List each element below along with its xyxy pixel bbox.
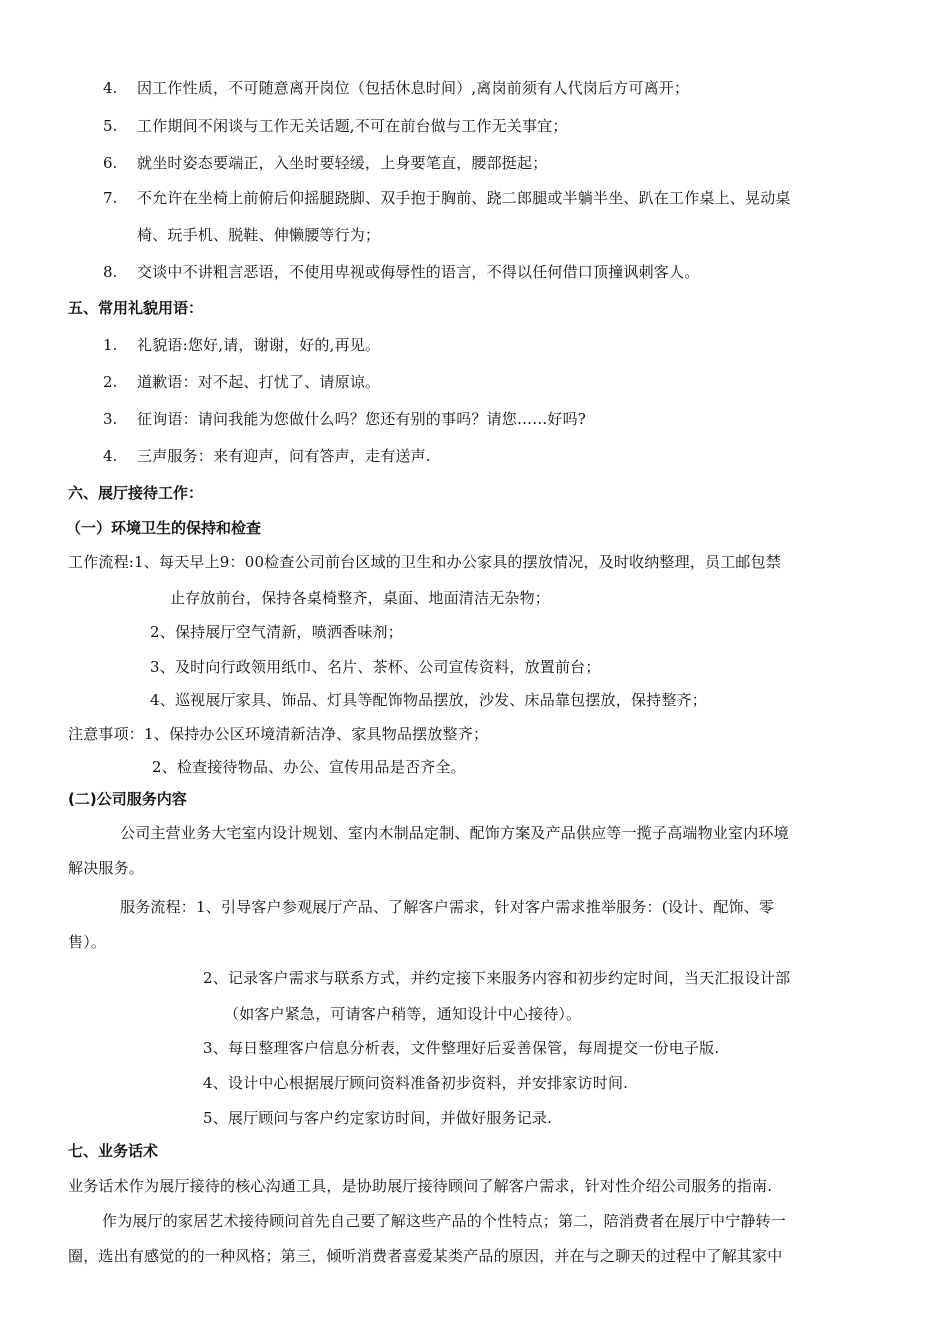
list-number: 1. — [103, 336, 118, 354]
paragraph-line: 圈，选出有感觉的的一种风格；第三，倾听消费者喜爱某类产品的原因，并在与之聊天的过程中了解其家中 — [68, 1247, 783, 1265]
list-item: 不允许在坐椅上前俯后仰摇腿跷脚、双手抱于胸前、跷二郎腿或半躺半坐、趴在工作桌上、晃动桌 — [137, 189, 791, 207]
service-flow-step: 3、每日整理客户信息分析表，文件整理好后妥善保管，每周提交一份电子版. — [203, 1039, 720, 1057]
note-item: 2、检查接待物品、办公、宣传用品是否齐全。 — [152, 758, 466, 776]
list-number: 2. — [103, 373, 118, 391]
list-item: 礼貌语:您好,请，谢谢，好的,再见。 — [137, 336, 381, 354]
paragraph-line: 作为展厅的家居艺术接待顾问首先自己要了解这些产品的个性特点；第二，陪消费者在展厅中宁静转一 — [102, 1212, 787, 1230]
list-item: 征询语：请问我能为您做什么吗？您还有别的事吗？请您……好吗? — [137, 410, 587, 428]
service-flow-step-continuation: 售）。 — [68, 933, 107, 951]
service-flow-step: 2、记录客户需求与联系方式，并约定接下来服务内容和初步约定时间，当天汇报设计部 — [203, 969, 791, 987]
list-item: 道歉语：对不起、打忧了、请原谅。 — [137, 373, 381, 391]
service-flow-step: 4、设计中心根据展厅顾问资料准备初步资料，并安排家访时间. — [203, 1074, 629, 1092]
section-heading: 六、展厅接待工作： — [68, 484, 204, 502]
service-flow-step: 服务流程：1、引导客户参观展厅产品、了解客户需求，针对客户需求推举服务：(设计、配饰、零 — [120, 898, 775, 916]
list-number: 4. — [103, 79, 118, 97]
list-item: 就坐时姿态要端正，入坐时要轻缓，上身要笔直，腰部挺起； — [137, 154, 548, 172]
paragraph-line: 解决服务。 — [68, 859, 145, 877]
list-number: 3. — [103, 410, 118, 428]
list-number: 6. — [103, 154, 118, 172]
list-item: 三声服务：来有迎声，问有答声，走有送声. — [137, 447, 431, 465]
subsection-heading: (二)公司服务内容 — [68, 790, 187, 808]
work-flow-step: 2、保持展厅空气清新，喷洒香味剂； — [150, 623, 403, 641]
work-flow-step-continuation: 止存放前台，保持各桌椅整齐，桌面、地面清洁无杂物； — [170, 589, 551, 607]
service-flow-step-continuation: （如客户紧急，可请客户稍等，通知设计中心接待）。 — [224, 1005, 582, 1023]
paragraph-line: 业务话术作为展厅接待的核心沟通工具，是协助展厅接待顾问了解客户需求，针对性介绍公司服务的指南. — [68, 1177, 773, 1195]
note-item: 注意事项：1、保持办公区环境清新洁净、家具物品摆放整齐； — [68, 725, 489, 743]
list-item: 工作期间不闲谈与工作无关话题,不可在前台做与工作无关事宜； — [137, 117, 568, 135]
list-number: 5. — [103, 117, 118, 135]
paragraph-line: 公司主营业务大宅室内设计规划、室内木制品定制、配饰方案及产品供应等一揽子高端物业室内环境 — [120, 824, 789, 842]
subsection-heading: （一）环境卫生的保持和检查 — [66, 519, 262, 537]
work-flow-step: 工作流程:1、每天早上9：00检查公司前台区域的卫生和办公家具的摆放情况，及时收纳整理，员工邮包禁 — [68, 553, 782, 571]
work-flow-step: 4、巡视展厅家具、饰品、灯具等配饰物品摆放，沙发、床品靠包摆放，保持整齐； — [150, 691, 707, 709]
list-item: 交谈中不讲粗言恶语，不使用卑视或侮辱性的语言，不得以任何借口顶撞讽刺客人。 — [137, 263, 700, 281]
section-heading: 七、业务话术 — [68, 1142, 159, 1160]
list-number: 4. — [103, 447, 118, 465]
list-number: 7. — [103, 189, 118, 207]
service-flow-step: 5、展厅顾问与客户约定家访时间，并做好服务记录. — [203, 1109, 553, 1127]
work-flow-step: 3、及时向行政领用纸巾、名片、茶杯、公司宣传资料，放置前台； — [150, 658, 601, 676]
list-number: 8. — [103, 263, 118, 281]
section-heading: 五、常用礼貌用语： — [68, 299, 204, 317]
list-item: 因工作性质，不可随意离开岗位（包括休息时间）,离岗前须有人代岗后方可离开； — [137, 79, 690, 97]
list-item-continuation: 椅、玩手机、脱鞋、伸懒腰等行为； — [137, 226, 381, 244]
